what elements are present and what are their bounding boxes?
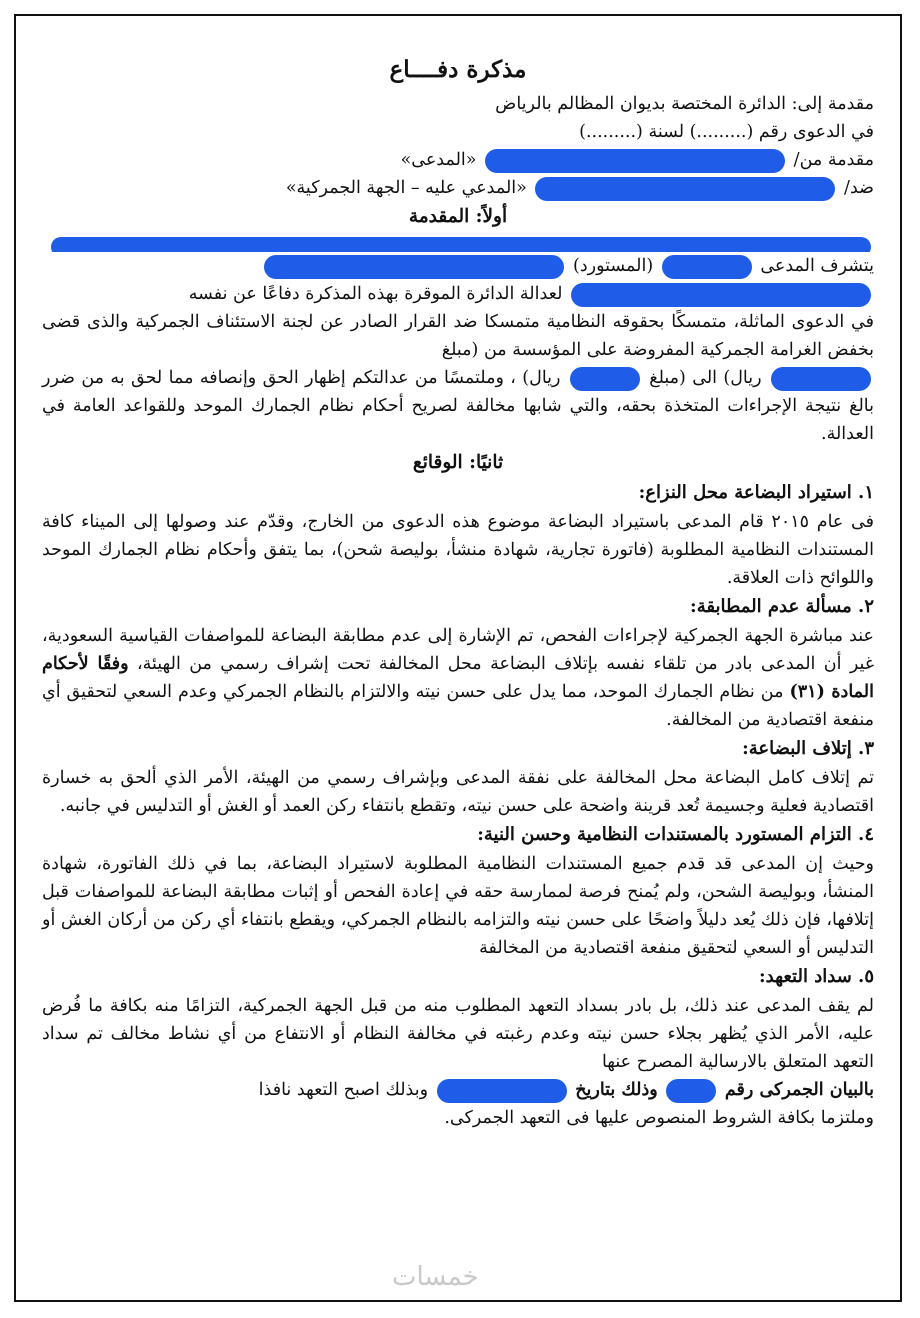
watermark-logo: خمسات [392,1262,479,1292]
customs-declaration-label: بالبيان الجمركى رقم [724,1080,874,1100]
fact-4-body: وحيث إن المدعى قد قدم جميع المستندات النظامية المطلوبة لاستيراد البضاعة، بما في ذلك الفاتورة، شهادة المنشأ، وبوليصة الشحن، ولم يُمنح فرصة لممارسة حقه في إعادة الفحص أو إثبات مطابقة البضاعة للمواصفات قبل إتلافها، فإن ذلك يُعد دليلاً واضحًا على حسن نيته والتزامه بالنظام الجمركي، ويقطع بانتفاء أي ركن من أركان الغش أو التدليس أو السعي لتحقيق منفعة اقتصادية من المخالفة [42,854,874,958]
submitted-by-label: مقدمة من/ [793,150,874,170]
document-title: مذكرة دفــــاع [389,56,527,83]
intro-line-1 [42,252,874,280]
fact-5-title: ٥. سداد التعهد: [758,966,874,987]
redaction-mark [51,237,871,253]
against-label: ضد/ [844,178,874,198]
submitted-by-line [42,146,874,174]
redaction-mark [437,1079,567,1103]
section-facts-title: ثانيًا: الوقائع [412,452,504,473]
fact-5-last-line: وملتزما بكافة الشروط المنصوص عليها فى التعهد الجمركى. [444,1108,874,1128]
section-intro-title: أولاً: المقدمة [408,206,508,227]
redaction-mark [666,1079,716,1103]
intro-line-2 [42,280,874,308]
amount-from: ريال) الى (مبلغ [649,368,762,388]
intro-start: يتشرف المدعى [760,256,874,276]
redaction-mark [485,149,785,173]
redaction-mark [535,177,835,201]
redacted-line [42,232,874,252]
intro-importer: (المستورد) [573,256,654,276]
fact-1-title: ١. استيراد البضاعة محل النزاع: [638,482,874,503]
intro-amounts [42,364,874,448]
fact-2-text-b: من نظام الجمارك الموحد، مما يدل على حسن نيته والالتزام بالنظام الجمركي وعدم السعي لتحقيق أي منفعة اقتصادية من المخالفة. [42,682,874,730]
redaction-mark [662,255,752,279]
date-label: وذلك بتاريخ [575,1080,658,1100]
fact-4-title: ٤. التزام المستورد بالمستندات النظامية وحسن النية: [477,824,874,845]
amount-to: ريال) ، وملتمسًا من عدالتكم إظهار الحق وإنصافه مما لحق به من ضرر بالغ نتيجة الإجراءات المتخذة بحقه، والتي شابها مخالفة لصريح أحكام نظام الجمارك الموحد وللقواعد العامة في العدالة. [42,368,874,444]
redaction-mark [571,283,871,307]
case-number-line: في الدعوى رقم (.........) لسنة (.........) [579,122,874,142]
fact-2-body [42,622,874,734]
submitted-by-role: «المدعى» [400,150,477,170]
article-reference: وفقًا لأحكام المادة (٣١) [42,654,874,702]
addressed-to: مقدمة إلى: الدائرة المختصة بديوان المظالم بالرياض [495,94,874,114]
fact-5-body: لم يقف المدعى عند ذلك، بل بادر بسداد التعهد المطلوب منه من قبل الجهة الجمركية، التزامًا منه بكافة ما فُرض عليه، الأمر الذي يُظهر بجلاء حسن نيته وعدم رغبته في مخالفة النظام أو الانتفاع من أي نشاط مخالف تم سداد التعهد المتعلق بالارسالية المصرح عنها [42,996,874,1072]
against-line [42,174,874,202]
against-role: «المدعي عليه – الجهة الجمركية» [285,178,527,198]
fact-2-text-a: عند مباشرة الجهة الجمركية لإجراءات الفحص، تم الإشارة إلى عدم مطابقة البضاعة للمواصفات القياسية السعودية، غير أن المدعى بادر من تلقاء نفسه بإتلاف البضاعة محل المخالفة تحت إشراف رسمي من الهيئة، [42,626,874,674]
redaction-mark [771,367,871,391]
document-body [42,52,874,1132]
fact-5-line-end: وبذلك اصبح التعهد نافذا [258,1080,429,1100]
fact-2-title: ٢. مسألة عدم المطابقة: [690,596,874,617]
document-page [14,14,902,1302]
fact-3-title: ٣. إتلاف البضاعة: [742,738,874,759]
intro-defense: لعدالة الدائرة الموقرة بهذه المذكرة دفاعًا عن نفسه [188,284,563,304]
fact-5-declaration-line [42,1076,874,1104]
intro-paragraph: في الدعوى الماثلة، متمسكًا بحقوقه النظامية متمسكا ضد القرار الصادر عن لجنة الاستئناف الجمركية والذى قضى بخفض الغرامة الجمركية المفروضة على المؤسسة من (مبلغ [42,312,874,360]
redaction-mark [570,367,640,391]
fact-1-body: فى عام ٢٠١٥ قام المدعى باستيراد البضاعة موضوع هذه الدعوى من الخارج، وقدّم عند وصولها إلى الميناء كافة المستندات النظامية المطلوبة (فاتورة تجارية، شهادة منشأ، بوليصة شحن)، بما يتفق وأحكام نظام الجمارك الموحد واللوائح ذات العلاقة. [42,512,874,588]
fact-3-body: تم إتلاف كامل البضاعة محل المخالفة على نفقة المدعى وبإشراف رسمي من الهيئة، الأمر الذي ألحق به خسارة اقتصادية فعلية وجسيمة تُعد قرينة واضحة على حسن نيته، وتقطع بانتفاء ركن العمد أو الغش أو التدليس في جانبه. [42,768,874,816]
redaction-mark [264,255,564,279]
